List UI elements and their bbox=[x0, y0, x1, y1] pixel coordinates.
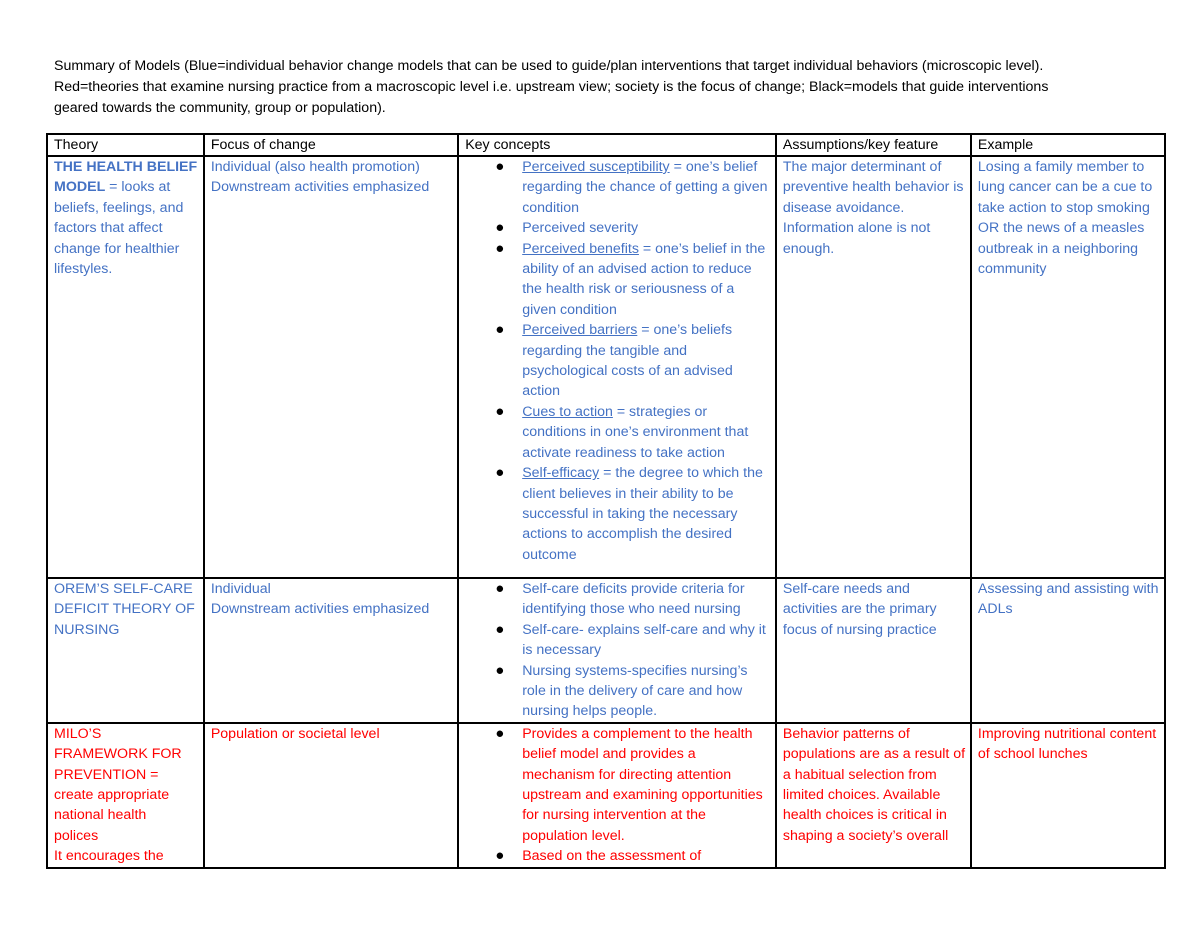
example-cell: Losing a family member to lung cancer can be a cue to take action to stop smoking OR the news of a measles outbreak in a neighboring community bbox=[971, 156, 1165, 578]
intro-paragraph bbox=[54, 56, 1164, 119]
concept-text: Provides a complement to the health belief model and provides a mechanism for directing attention upstream and examining opportunities for nursing intervention at the population level. bbox=[522, 725, 763, 844]
list-item bbox=[495, 579, 771, 620]
intro-line-3: geared towards the community, group or population). bbox=[54, 100, 386, 116]
header-key-concepts: Key concepts bbox=[458, 134, 776, 156]
key-concepts-list bbox=[465, 157, 771, 565]
concept-text: Perceived severity bbox=[522, 220, 639, 237]
list-item bbox=[495, 320, 771, 402]
list-item bbox=[495, 620, 771, 661]
concept-text: Based on the assessment of bbox=[522, 848, 702, 865]
bullet-icon: ● bbox=[495, 847, 505, 865]
list-item bbox=[495, 157, 771, 218]
bullet-icon: ● bbox=[495, 620, 505, 638]
concept-text: = the degree to which the client believes in their ability to be successful in taking the necessary actions to accomplish the desired outcome bbox=[522, 465, 763, 563]
theory-cell bbox=[47, 723, 204, 868]
header-assumptions: Assumptions/key feature bbox=[776, 134, 971, 156]
assumptions-cell: Behavior patterns of populations are as a result of a habitual selection from limited choices. Available health choices is critical in shaping a society’s overall bbox=[776, 723, 971, 868]
list-item bbox=[495, 724, 771, 846]
concept-text: Self-care- explains self-care and why it is necessary bbox=[522, 621, 766, 659]
theory-line: FRAMEWORK FOR bbox=[54, 746, 182, 763]
focus-line: Downstream activities emphasized bbox=[210, 179, 430, 196]
concept-text: Self-care deficits provide criteria for identifying those who need nursing bbox=[522, 581, 745, 618]
list-item bbox=[495, 239, 771, 321]
focus-cell bbox=[204, 723, 458, 868]
theory-line: It encourages the bbox=[54, 848, 164, 865]
table-row-orem bbox=[47, 578, 1165, 723]
theory-cell bbox=[47, 156, 204, 578]
focus-line: Individual (also health promotion) bbox=[210, 159, 420, 175]
table-header-row bbox=[47, 134, 1165, 156]
list-item bbox=[495, 661, 771, 722]
concept-term: Perceived barriers bbox=[522, 322, 638, 339]
key-concepts-cell bbox=[458, 723, 776, 868]
theory-description: = looks at beliefs, feelings, and factors that affect change for healthier lifestyles. bbox=[54, 179, 184, 278]
bullet-icon: ● bbox=[495, 158, 505, 175]
concept-term: Self-efficacy bbox=[522, 465, 600, 482]
key-concepts-cell bbox=[458, 156, 776, 578]
concept-text: = one’s belief in the ability of an advised action to reduce the health risk or seriousness of a given condition bbox=[522, 240, 766, 318]
bullet-icon: ● bbox=[495, 464, 505, 482]
assumptions-cell: The major determinant of preventive health behavior is disease avoidance. Information alone is not enough. bbox=[776, 156, 971, 578]
focus-line: Population or societal level bbox=[210, 725, 380, 742]
bullet-icon: ● bbox=[495, 219, 505, 237]
bullet-icon: ● bbox=[495, 402, 505, 420]
assumptions-cell: Self-care needs and activities are the primary focus of nursing practice bbox=[776, 578, 971, 723]
key-concepts-list bbox=[465, 724, 771, 867]
concept-text: = one’s belief regarding the chance of getting a given condition bbox=[522, 159, 768, 216]
theory-line: PREVENTION = bbox=[54, 766, 159, 783]
header-theory: Theory bbox=[47, 134, 204, 156]
intro-line-2: Red=theories that examine nursing practice from a macroscopic level i.e. upstream view; society is the focus of change; Black=models that guide interventions bbox=[54, 79, 1049, 95]
list-item bbox=[495, 402, 771, 463]
intro-line-1: Summary of Models (Blue=individual behavior change models that can be used to guide/plan interventions that target individual behaviors (microscopic level). bbox=[54, 58, 1044, 74]
models-table bbox=[46, 133, 1166, 869]
table-row-health-belief-model bbox=[47, 156, 1165, 578]
theory-line: MILO’S bbox=[54, 725, 102, 742]
focus-cell bbox=[204, 578, 458, 723]
concept-term: Perceived susceptibility bbox=[522, 159, 670, 175]
focus-line: Downstream activities emphasized bbox=[210, 601, 430, 618]
bullet-icon: ● bbox=[495, 580, 505, 597]
focus-cell bbox=[204, 156, 458, 578]
concept-term: Perceived benefits bbox=[522, 240, 639, 257]
key-concepts-list bbox=[465, 579, 771, 722]
table-row-milo bbox=[47, 723, 1165, 868]
focus-line: Individual bbox=[210, 581, 271, 597]
theory-name: THE HEALTH BELIEF MODEL bbox=[54, 159, 198, 196]
concept-text: = one’s beliefs regarding the tangible and psychological costs of an advised action bbox=[522, 322, 733, 400]
bullet-icon: ● bbox=[495, 661, 505, 679]
key-concepts-cell bbox=[458, 578, 776, 723]
theory-cell: OREM’S SELF-CARE DEFICIT THEORY OF NURSING bbox=[47, 578, 204, 723]
list-item bbox=[495, 218, 771, 238]
concept-text: Nursing systems-specifies nursing’s role in the delivery of care and how nursing helps people. bbox=[522, 662, 748, 720]
theory-line: polices bbox=[54, 827, 99, 844]
concept-text: = strategies or conditions in one’s environment that activate readiness to take action bbox=[522, 403, 749, 461]
example-cell: Assessing and assisting with ADLs bbox=[971, 578, 1165, 723]
example-cell: Improving nutritional content of school lunches bbox=[971, 723, 1165, 868]
header-example: Example bbox=[971, 134, 1165, 156]
concept-term: Cues to action bbox=[522, 403, 613, 420]
list-item bbox=[495, 846, 771, 866]
bullet-icon: ● bbox=[495, 239, 505, 257]
bullet-icon: ● bbox=[495, 321, 505, 339]
theory-line: create appropriate bbox=[54, 787, 170, 804]
list-item bbox=[495, 463, 771, 565]
header-focus: Focus of change bbox=[204, 134, 458, 156]
theory-line: national health bbox=[54, 807, 147, 824]
bullet-icon: ● bbox=[495, 724, 505, 742]
